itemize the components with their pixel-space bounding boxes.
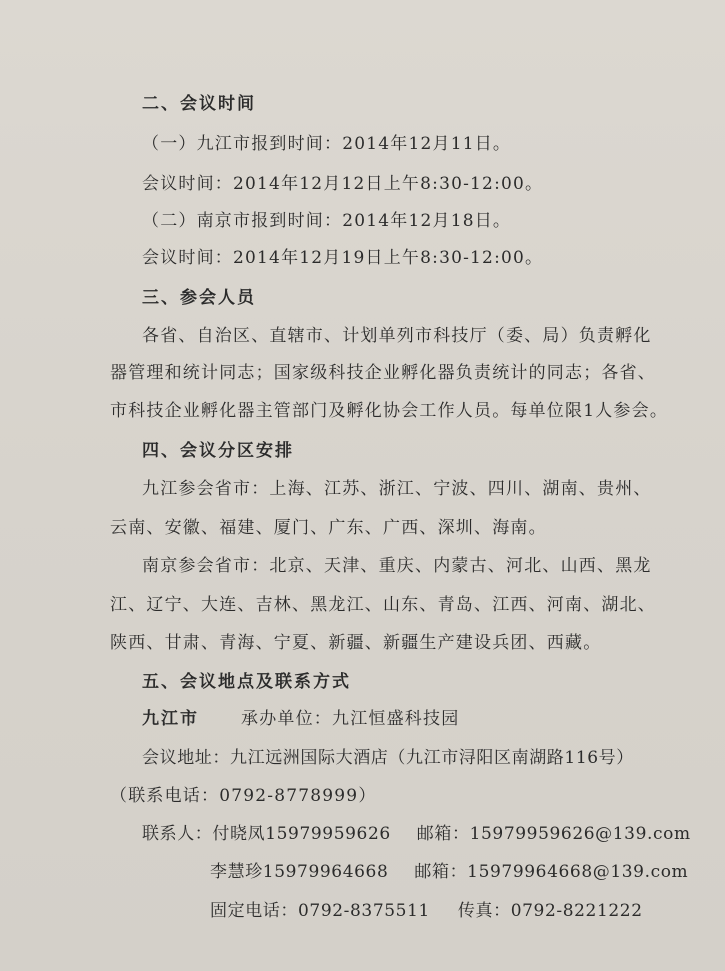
jiujiang-meeting-time: 会议时间：2014年12月12日上午8:30-12:00。 [142, 174, 544, 194]
venue-city: 九江市 [142, 709, 199, 729]
landline: 固定电话：0792-8375511 [210, 901, 430, 921]
venue-phone: （联系电话：0792-8778999） [110, 786, 377, 806]
contact-1-name: 付晓凤15979959626 [212, 824, 391, 844]
heading-venue: 五、会议地点及联系方式 [142, 672, 351, 692]
heading-zones: 四、会议分区安排 [142, 441, 294, 461]
participants-line-2: 器管理和统计同志；国家级科技企业孵化器负责统计的同志；各省、 [110, 363, 656, 383]
nanjing-registration: （二）南京市报到时间：2014年12月18日。 [142, 211, 512, 231]
nanjing-meeting-time: 会议时间：2014年12月19日上午8:30-12:00。 [142, 248, 544, 268]
contact-line-1 [142, 823, 691, 845]
venue-address: 会议地址：九江远洲国际大酒店（九江市浔阳区南湖路116号） [142, 748, 634, 768]
contact-line-3 [210, 900, 643, 922]
jiujiang-registration: （一）九江市报到时间：2014年12月11日。 [142, 134, 512, 154]
heading-meeting-time: 二、会议时间 [142, 94, 256, 114]
jiujiang-provinces-2: 云南、安徽、福建、厦门、广东、广西、深圳、海南。 [110, 518, 547, 538]
contact-1-email: 邮箱：15979959626@139.com [416, 824, 691, 844]
participants-line-1: 各省、自治区、直辖市、计划单列市科技厅（委、局）负责孵化 [142, 326, 652, 346]
nanjing-provinces-3: 陕西、甘肃、青海、宁夏、新疆、新疆生产建设兵团、西藏。 [110, 633, 602, 653]
participants-line-3: 市科技企业孵化器主管部门及孵化协会工作人员。每单位限1人参会。 [110, 401, 669, 421]
contact-2-name: 李慧珍15979964668 [210, 862, 389, 882]
contact-2-email: 邮箱：15979964668@139.com [414, 862, 689, 882]
jiujiang-provinces-1: 九江参会省市：上海、江苏、浙江、宁波、四川、湖南、贵州、 [142, 479, 652, 499]
fax: 传真：0792-8221222 [457, 901, 643, 921]
heading-participants: 三、参会人员 [142, 288, 256, 308]
venue-host-line [142, 708, 459, 730]
nanjing-provinces-1: 南京参会省市：北京、天津、重庆、内蒙古、河北、山西、黑龙 [142, 556, 652, 576]
contact-line-2 [210, 861, 688, 883]
nanjing-provinces-2: 江、辽宁、大连、吉林、黑龙江、山东、青岛、江西、河南、湖北、 [110, 595, 656, 615]
contact-label: 联系人： [142, 824, 213, 844]
venue-host: 承办单位：九江恒盛科技园 [241, 709, 460, 729]
